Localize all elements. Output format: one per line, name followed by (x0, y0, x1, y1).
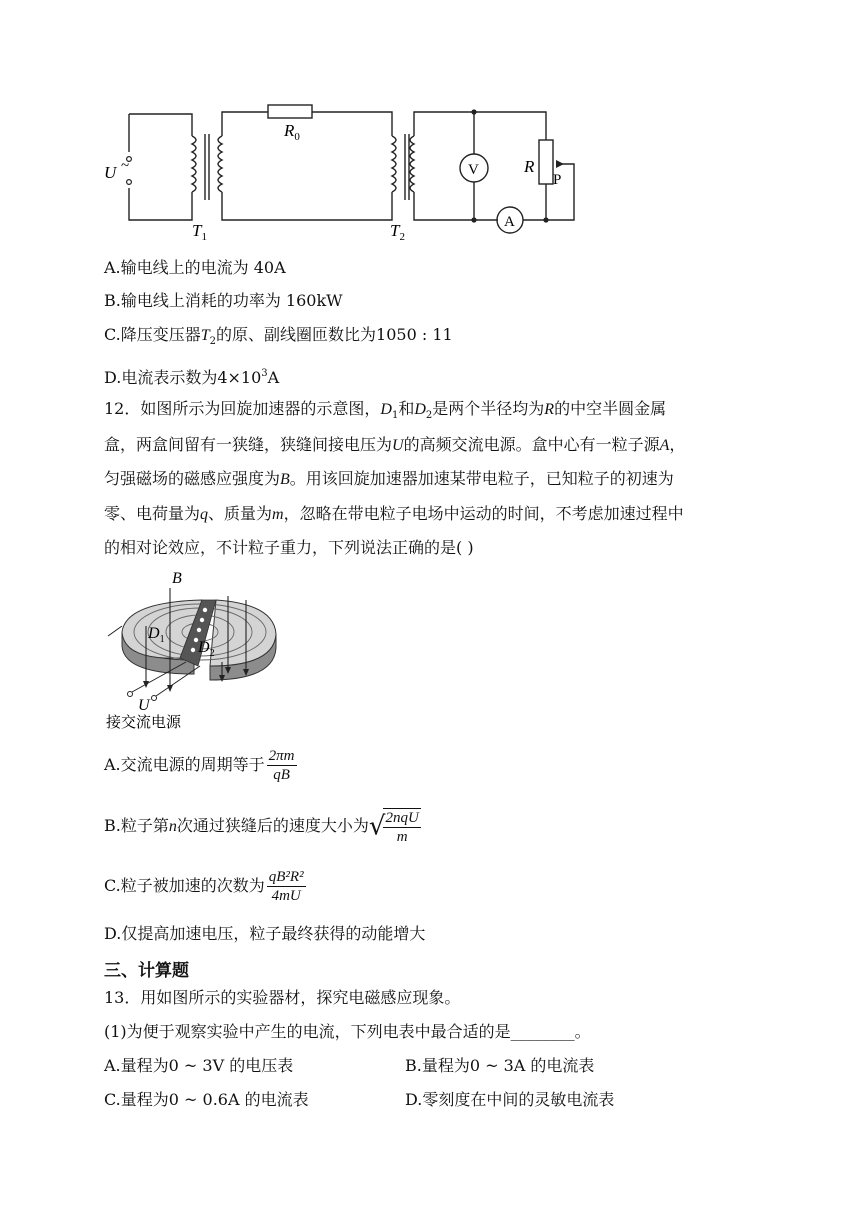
q11-option-b: B.输电线上消耗的功率为 160kW (104, 291, 343, 310)
q11-option-a: A.输电线上的电流为 40A (104, 258, 286, 277)
ac-symbol: ~ (121, 158, 130, 174)
q13-option-a: A.量程为0 ~ 3V 的电压表 (104, 1056, 294, 1075)
q12-option-d: D.仅提高加速电压，粒子最终获得的动能增大 (104, 924, 426, 943)
q12-stem-line-2: 盒，两盒间留有一狭缝，狭缝间接电压为U的高频交流电源。盒中心有一粒子源A， (104, 435, 686, 454)
q12-stem-line-4: 零、电荷量为q、质量为m，忽略在带电粒子电场中运动的时间，不考虑加速过程中 (104, 504, 684, 523)
t1-label: $T_1$ (192, 221, 207, 243)
voltage-label: U (138, 697, 150, 714)
d1-label: $D_1$ (148, 625, 165, 645)
t2-label: $T_2$ (390, 221, 405, 243)
q11-option-c: C.降压变压器$T_2$的原、副线圈匝数比为1050 : 11 (104, 325, 453, 347)
q13-subquestion-1: (1)为便于观察实验中产生的电流，下列电表中最合适的是________。 (104, 1022, 591, 1041)
q12-option-a: A.交流电源的周期等于 $\frac{2\pi m}{qB}$ (104, 748, 295, 783)
d2-label: $D_2$ (198, 639, 215, 659)
q13-stem: 13．用如图所示的实验器材，探究电磁感应现象。 (104, 988, 461, 1007)
transmission-circuit-diagram (96, 96, 596, 256)
figure-caption: 接交流电源 (106, 715, 182, 731)
cyclotron-diagram (104, 566, 304, 732)
q12-stem-line-3: 匀强磁场的磁感应强度为B。用该回旋加速器加速某带电粒子，已知粒子的初速为 (104, 469, 674, 488)
section-heading: 三、计算题 (104, 961, 189, 981)
q11-option-d: D.电流表示数为$4\times 10^3A$ (104, 368, 280, 387)
q13-option-c: C.量程为0 ~ 0.6A 的电流表 (104, 1090, 309, 1109)
q12-stem-line-1: 12．如图所示为回旋加速器的示意图，$D_1$和$D_2$是两个半径均为R的中空半圆金属 (104, 399, 667, 421)
q12-option-c: C.粒子被加速的次数为 $\frac{\text{qB²R²}}{4mU}$ (104, 869, 304, 904)
q13-option-d: D.零刻度在中间的灵敏电流表 (405, 1090, 615, 1109)
slider-label: P (553, 172, 562, 188)
rheostat-label: R (524, 157, 535, 176)
r0-label: $R_0$ (284, 121, 300, 143)
q13-option-b: B.量程为0 ~ 3A 的电流表 (405, 1056, 595, 1075)
source-label: U (104, 163, 117, 182)
q12-option-b: B.粒子第n次通过狭缝后的速度大小为√ $\frac{\text{2nqU}}{m}$ (104, 809, 419, 845)
q12-stem-line-5: 的相对论效应，不计粒子重力，下列说法正确的是( ) (104, 538, 474, 557)
magnetic-field-label: B (172, 570, 182, 587)
voltmeter-label: V (468, 162, 479, 178)
ammeter-label: A (504, 214, 515, 230)
